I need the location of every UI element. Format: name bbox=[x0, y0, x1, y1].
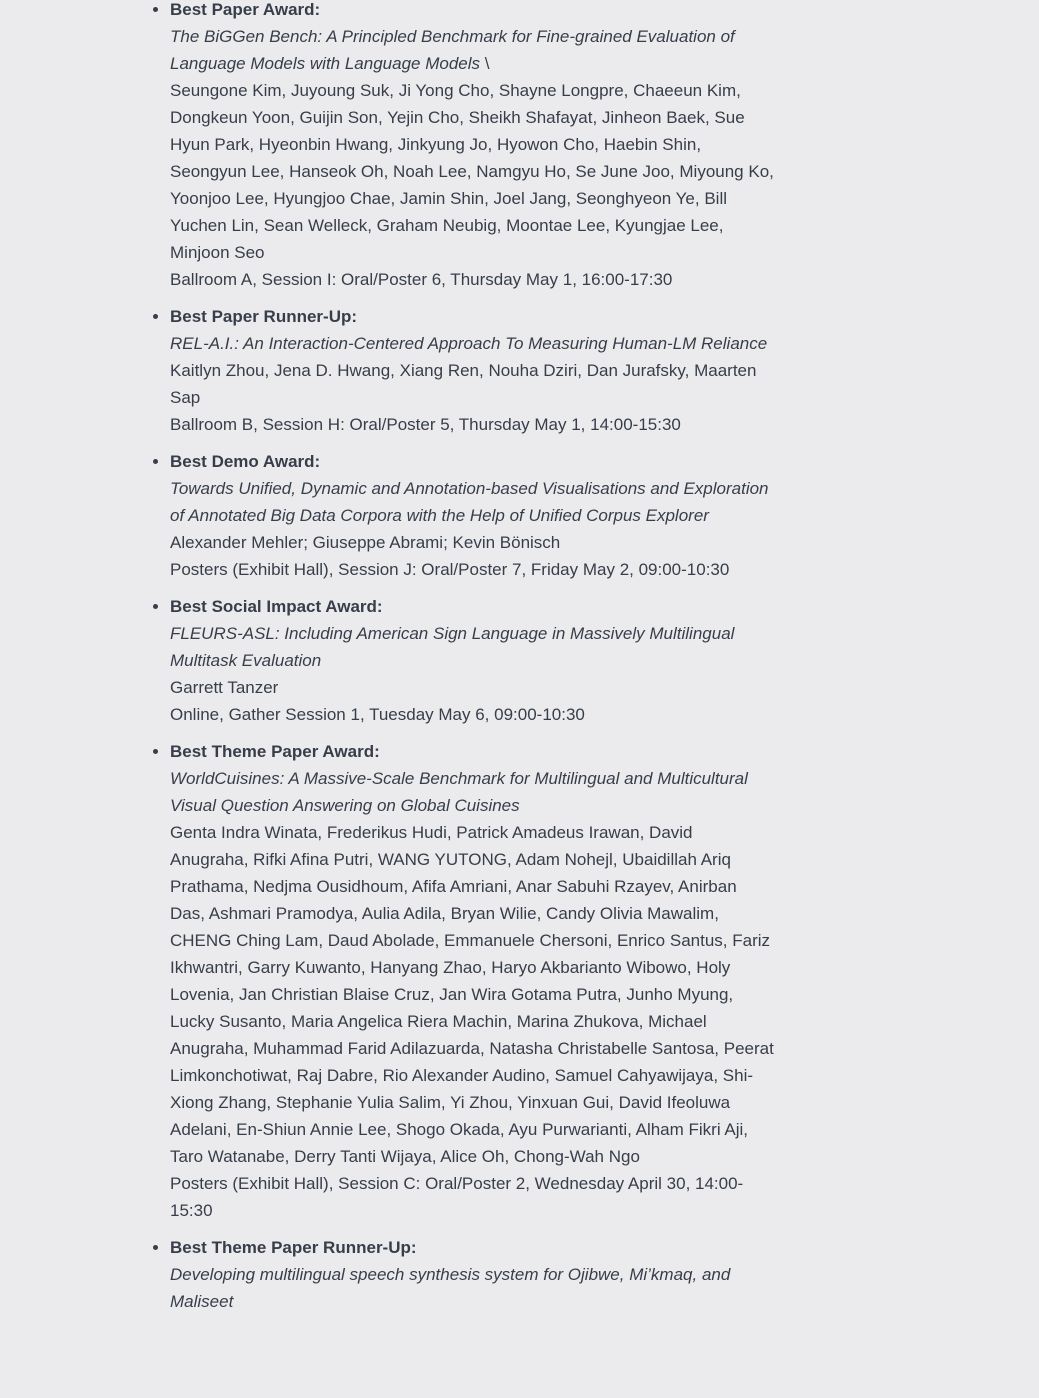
award-label: Best Social Impact Award: bbox=[170, 597, 383, 616]
award-item-best-paper bbox=[170, 0, 774, 293]
award-label: Best Paper Award: bbox=[170, 0, 321, 19]
award-item-best-theme-paper bbox=[170, 738, 774, 1224]
award-label: Best Paper Runner-Up: bbox=[170, 307, 358, 326]
award-title-suffix: \ bbox=[480, 54, 490, 73]
award-authors: Seungone Kim, Juyoung Suk, Ji Yong Cho, Shayne Longpre, Chaeeun Kim, Dongkeun Yoon, Guijin Son, Yejin Cho, Sheikh Shafayat, Jinheon Baek, Sue Hyun Park, Hyeonbin Hwang, Jinkyung Jo, Hyowon Cho, Haebin Shin, Seongyun Lee, Hanseok Oh, Noah Lee, Namgyu Ho, Se June Joo, Miyoung Ko, Yoonjoo Lee, Hyungjoo Chae, Jamin Shin, Joel Jang, Seonghyeon Ye, Bill Yuchen Lin, Sean Welleck, Graham Neubig, Moontae Lee, Kyungjae Lee, Minjoon Seo bbox=[170, 81, 774, 262]
awards-content bbox=[170, 0, 774, 1325]
award-paper-title: WorldCuisines: A Massive-Scale Benchmark for Multilingual and Multicultural Visual Question Answering on Global Cuisines bbox=[170, 769, 748, 815]
award-label: Best Demo Award: bbox=[170, 452, 321, 471]
award-label: Best Theme Paper Award: bbox=[170, 742, 380, 761]
award-item-best-social-impact bbox=[170, 593, 774, 728]
award-paper-title: FLEURS-ASL: Including American Sign Language in Massively Multilingual Multitask Evaluation bbox=[170, 624, 735, 670]
award-item-best-paper-runner-up bbox=[170, 303, 774, 438]
award-authors: Genta Indra Winata, Frederikus Hudi, Patrick Amadeus Irawan, David Anugraha, Rifki Afina Putri, WANG YUTONG, Adam Nohejl, Ubaidillah Ariq Prathama, Nedjma Ousidhoum, Afifa Amriani, Anar Sabuhi Rzayev, Anirban Das, Ashmari Pramodya, Aulia Adila, Bryan Wilie, Candy Olivia Mawalim, CHENG Ching Lam, Daud Abolade, Emmanuele Chersoni, Enrico Santus, Fariz Ikhwantri, Garry Kuwanto, Hanyang Zhao, Haryo Akbarianto Wibowo, Holy Lovenia, Jan Christian Blaise Cruz, Jan Wira Gotama Putra, Junho Myung, Lucky Susanto, Maria Angelica Riera Machin, Marina Zhukova, Michael Anugraha, Muhammad Farid Adilazuarda, Natasha Christabelle Santosa, Peerat Limkonchotiwat, Raj Dabre, Rio Alexander Audino, Samuel Cahyawijaya, Shi-Xiong Zhang, Stephanie Yulia Salim, Yi Zhou, Yinxuan Gui, David Ifeoluwa Adelani, En-Shiun Annie Lee, Shogo Okada, Ayu Purwarianti, Alham Fikri Aji, Taro Watanabe, Derry Tanti Wijaya, Alice Oh, Chong-Wah Ngo bbox=[170, 823, 774, 1166]
award-paper-title: Developing multilingual speech synthesis system for Ojibwe, Mi’kmaq, and Maliseet bbox=[170, 1265, 731, 1311]
award-paper-title: The BiGGen Bench: A Principled Benchmark for Fine-grained Evaluation of Language Models with Language Models bbox=[170, 27, 735, 73]
award-session-info: Ballroom B, Session H: Oral/Poster 5, Thursday May 1, 14:00-15:30 bbox=[170, 415, 681, 434]
award-label: Best Theme Paper Runner-Up: bbox=[170, 1238, 417, 1257]
award-item-best-theme-paper-runner-up bbox=[170, 1234, 774, 1315]
award-authors: Garrett Tanzer bbox=[170, 678, 279, 697]
award-session-info: Posters (Exhibit Hall), Session J: Oral/Poster 7, Friday May 2, 09:00-10:30 bbox=[170, 560, 730, 579]
award-authors: Alexander Mehler; Giuseppe Abrami; Kevin Bönisch bbox=[170, 533, 561, 552]
award-paper-title: REL-A.I.: An Interaction-Centered Approach To Measuring Human-LM Reliance bbox=[170, 334, 768, 353]
award-session-info: Posters (Exhibit Hall), Session C: Oral/Poster 2, Wednesday April 30, 14:00-15:30 bbox=[170, 1174, 744, 1220]
award-item-best-demo bbox=[170, 448, 774, 583]
award-paper-title: Towards Unified, Dynamic and Annotation-based Visualisations and Exploration of Annotated Big Data Corpora with the Help of Unified Corpus Explorer bbox=[170, 479, 769, 525]
award-session-info: Ballroom A, Session I: Oral/Poster 6, Thursday May 1, 16:00-17:30 bbox=[170, 270, 673, 289]
awards-list bbox=[170, 0, 774, 1315]
award-session-info: Online, Gather Session 1, Tuesday May 6, 09:00-10:30 bbox=[170, 705, 585, 724]
award-authors: Kaitlyn Zhou, Jena D. Hwang, Xiang Ren, Nouha Dziri, Dan Jurafsky, Maarten Sap bbox=[170, 361, 757, 407]
